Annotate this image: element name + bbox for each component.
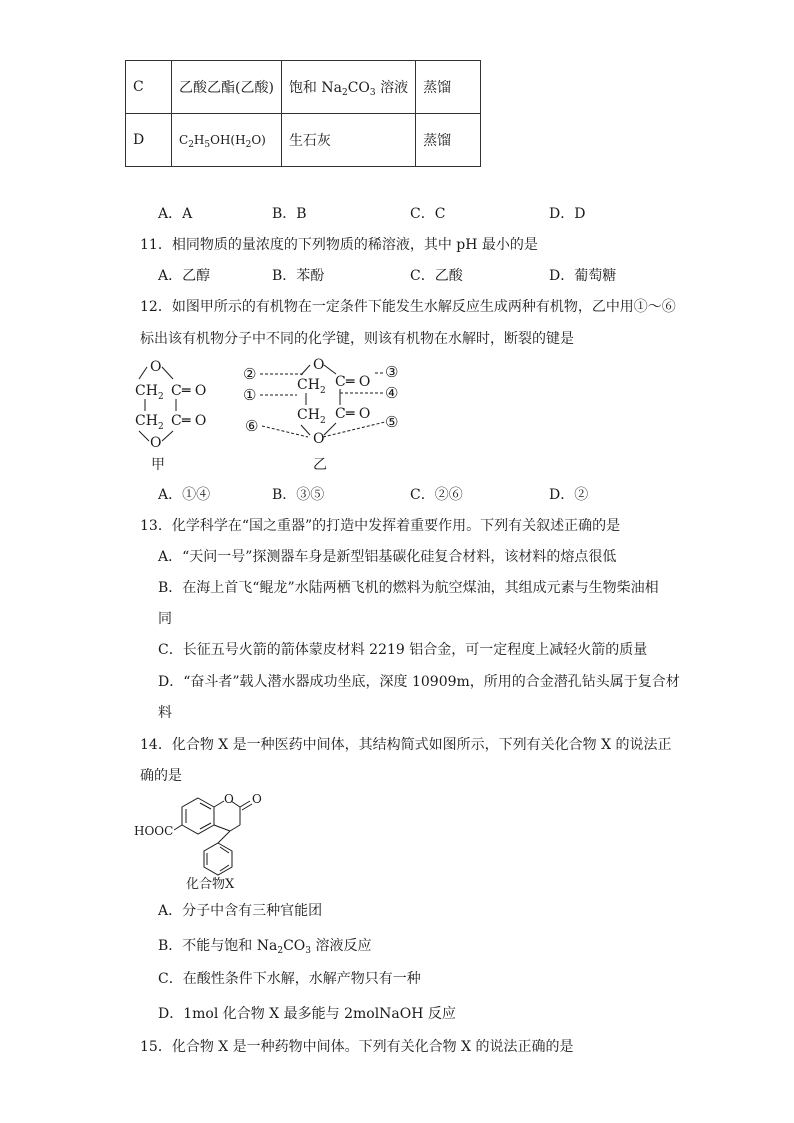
- q10-option-a[interactable]: A．A: [158, 206, 193, 222]
- table-row: [126, 61, 481, 114]
- yi-c-1: C: [335, 374, 346, 390]
- jia-label: 甲: [151, 457, 165, 473]
- q13-option-b[interactable]: B．在海上首飞“鲲龙”水陆两栖飞机的燃料为航空煤油，其组成元素与生物柴油相: [158, 580, 659, 596]
- q11-stem: 11．相同物质的量浓度的下列物质的稀溶液，其中 pH 最小的是: [140, 237, 538, 253]
- bond-mark-5: ⑤: [385, 413, 399, 431]
- yi-label: 乙: [313, 457, 327, 473]
- yi-sub-1: 2: [320, 386, 326, 396]
- q11-option-c[interactable]: C．乙酸: [410, 268, 463, 284]
- yi-o-top: O: [313, 357, 325, 373]
- yi-c-2: C: [335, 406, 346, 422]
- q13-stem: 13．化学科学在“国之重器”的打造中发挥着重要作用。下列有关叙述正确的是: [140, 518, 621, 534]
- q13-option-a[interactable]: A．“天问一号”探测器车身是新型铝基碳化硅复合材料，该材料的熔点很低: [158, 549, 617, 565]
- compound-x-hooc: HOOC: [134, 824, 174, 838]
- method-cell: 蒸馏: [416, 61, 481, 114]
- q12-option-d[interactable]: D．②: [549, 487, 589, 503]
- bond-mark-1: ①: [243, 386, 257, 404]
- jia-eqo-2: ═ O: [182, 413, 207, 429]
- structure-yi: [240, 355, 410, 475]
- yi-ch-1: CH: [297, 377, 320, 393]
- jia-eqo-1: ═ O: [182, 383, 207, 399]
- reagent-cell: 饱和 $Na_2CO_3$ 溶液: [281, 61, 415, 114]
- bond-mark-4: ④: [385, 384, 399, 402]
- q12-option-b[interactable]: B．③⑤: [272, 487, 325, 503]
- q11-option-b[interactable]: B．苯酚: [272, 268, 325, 284]
- yi-sub-2: 2: [320, 416, 326, 426]
- q13-option-b-cont: 同: [158, 611, 172, 627]
- jia-sub-2: 2: [158, 422, 164, 432]
- compound-x-label: 化合物X: [186, 877, 235, 892]
- bond-mark-3: ③: [385, 363, 399, 381]
- q14-option-b[interactable]: B．不能与饱和 $Na_2CO_3$ 溶液反应: [158, 938, 372, 956]
- substance-cell: 乙酸乙酯(乙酸): [172, 61, 282, 114]
- yi-ch-2: CH: [297, 407, 320, 423]
- q10-option-b[interactable]: B．B: [272, 206, 307, 222]
- row-label: C: [126, 61, 172, 114]
- jia-c-1: C: [171, 383, 182, 399]
- jia-sub-1: 2: [158, 392, 164, 402]
- q14-stem-line1: 14．化合物 X 是一种医药中间体，其结构简式如图所示，下列有关化合物 X 的说法正: [140, 737, 672, 753]
- q11-option-a[interactable]: A．乙醇: [158, 268, 211, 284]
- q13-option-d[interactable]: D．“奋斗者”载人潜水器成功坐底，深度 10909m，所用的合金潜孔钻头属于复合材: [158, 674, 680, 690]
- method-cell: 蒸馏: [416, 114, 481, 167]
- yi-eqo-1: ═ O: [346, 374, 371, 390]
- q12-option-a[interactable]: A．①④: [158, 487, 211, 503]
- jia-o-bottom: O: [150, 435, 162, 451]
- q12-stem-line1: 12．如图甲所示的有机物在一定条件下能发生水解反应生成两种有机物，乙中用①～⑥: [140, 299, 676, 315]
- substance-cell: $C_2H_5OH(H_2O)$: [172, 114, 282, 167]
- bond-mark-6: ⑥: [245, 417, 259, 435]
- compound-x-structure: [128, 788, 278, 893]
- reagent-cell: 生石灰: [281, 114, 415, 167]
- q14-option-d[interactable]: D．1mol 化合物 X 最多能与 2molNaOH 反应: [158, 1006, 456, 1022]
- compound-x-carbonyl-o: O: [252, 792, 262, 806]
- q14-stem-line2: 确的是: [140, 768, 182, 784]
- q13-option-c[interactable]: C．长征五号火箭的箭体蒙皮材料 2219 铝合金，可一定程度上减轻火箭的质量: [158, 642, 648, 658]
- jia-ch-2: CH: [135, 413, 158, 429]
- q12-option-c[interactable]: C．②⑥: [410, 487, 463, 503]
- structure-jia: [125, 355, 235, 475]
- q14-option-c[interactable]: C．在酸性条件下水解，水解产物只有一种: [158, 971, 421, 987]
- yi-eqo-2: ═ O: [346, 406, 371, 422]
- q12-stem-line2: 标出该有机物分子中不同的化学键，则该有机物在水解时，断裂的键是: [140, 331, 574, 347]
- row-label: D: [126, 114, 172, 167]
- table-row: [126, 114, 481, 167]
- q10-option-c[interactable]: C．C: [410, 206, 446, 222]
- bond-mark-2: ②: [243, 365, 257, 383]
- q13-option-d-cont: 料: [158, 705, 172, 721]
- yi-o-bottom: O: [313, 431, 325, 447]
- jia-o-top: O: [150, 359, 162, 375]
- q11-option-d[interactable]: D．葡萄糖: [549, 268, 617, 284]
- compound-x-ring-o: O: [224, 792, 234, 806]
- q14-option-a[interactable]: A．分子中含有三种官能团: [158, 903, 323, 919]
- jia-c-2: C: [171, 413, 182, 429]
- q15-stem: 15．化合物 X 是一种药物中间体。下列有关化合物 X 的说法正确的是: [140, 1039, 574, 1055]
- options-table: [125, 60, 481, 167]
- q10-option-d[interactable]: D．D: [549, 206, 586, 222]
- jia-ch-1: CH: [135, 383, 158, 399]
